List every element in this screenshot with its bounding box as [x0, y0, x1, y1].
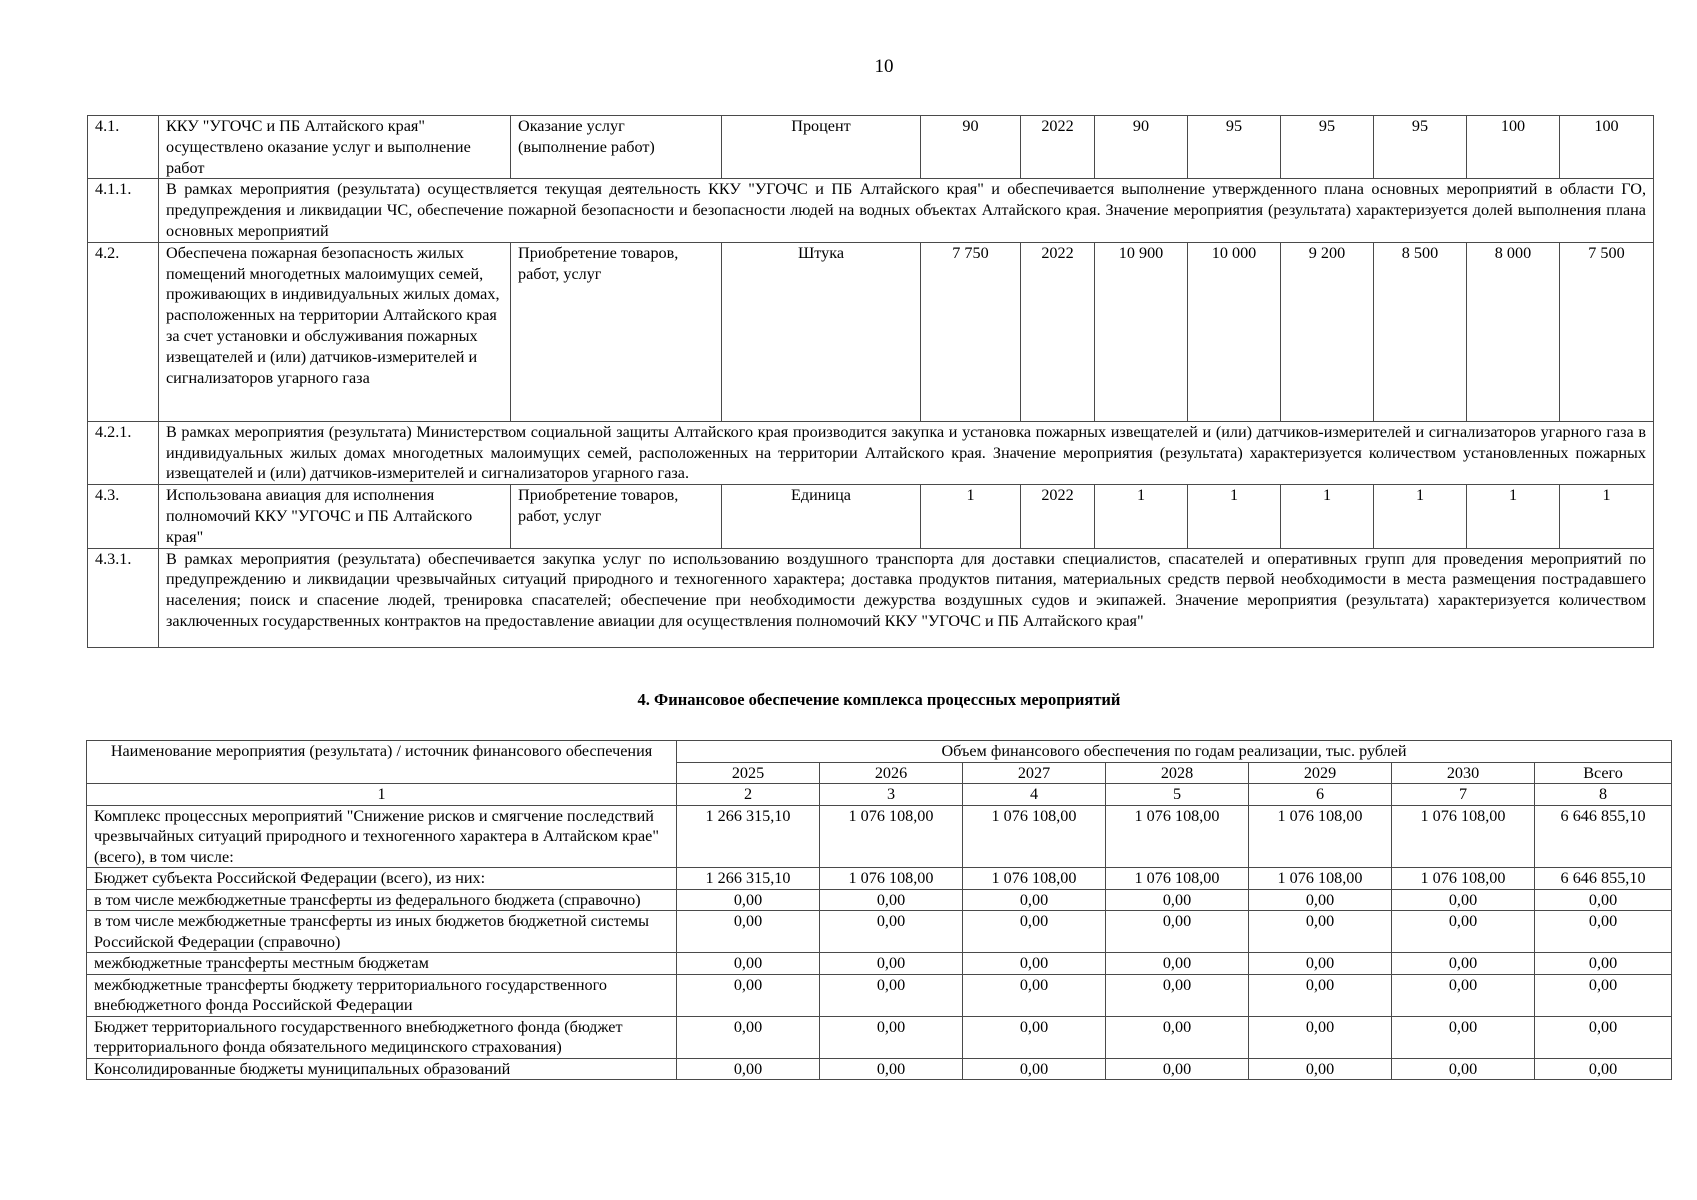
result-name-cell: ККУ "УГОЧС и ПБ Алтайского края" осуществлено оказание услуг и выполнение работ: [159, 116, 511, 179]
finance-value-cell: 1 076 108,00: [1392, 868, 1535, 890]
finance-value-cell: 0,00: [1106, 889, 1249, 911]
result-row: [88, 242, 1654, 421]
finance-row: [87, 953, 1672, 975]
year-value-cell: 7 500: [1560, 242, 1654, 421]
year-header-cell: 2028: [1106, 762, 1249, 784]
finance-value-cell: 1 076 108,00: [1106, 805, 1249, 868]
finance-value-cell: 1 076 108,00: [820, 805, 963, 868]
finance-value-cell: 0,00: [1249, 1016, 1392, 1058]
finance-value-cell: 0,00: [1249, 953, 1392, 975]
year-value-cell: 1: [1374, 485, 1467, 548]
finance-source-cell: в том числе межбюджетные трансферты из федерального бюджета (справочно): [87, 889, 677, 911]
finance-value-cell: 6 646 855,10: [1535, 868, 1672, 890]
base-year-cell: 2022: [1021, 242, 1095, 421]
finance-value-cell: 0,00: [963, 953, 1106, 975]
finance-value-cell: 0,00: [963, 1058, 1106, 1080]
finance-value-cell: 1 076 108,00: [1392, 805, 1535, 868]
finance-colnum-row: [87, 784, 1672, 806]
year-value-cell: 100: [1560, 116, 1654, 179]
year-value-cell: 1: [1281, 485, 1374, 548]
finance-value-cell: 0,00: [1106, 1016, 1249, 1058]
finance-value-cell: 0,00: [820, 953, 963, 975]
finance-value-cell: 0,00: [1249, 911, 1392, 953]
finance-value-cell: 0,00: [963, 889, 1106, 911]
finance-value-cell: 1 076 108,00: [1249, 805, 1392, 868]
finance-value-cell: 0,00: [677, 953, 820, 975]
finance-row: [87, 889, 1672, 911]
finance-value-cell: 0,00: [963, 974, 1106, 1016]
year-value-cell: 1: [1560, 485, 1654, 548]
row-number-cell: 4.1.1.: [88, 179, 159, 242]
finance-row: [87, 868, 1672, 890]
finance-value-cell: 1 076 108,00: [820, 868, 963, 890]
header-name-cell: Наименование мероприятия (результата) / источник финансового обеспечения: [87, 741, 677, 784]
row-number-cell: 4.2.: [88, 242, 159, 421]
year-value-cell: 8 500: [1374, 242, 1467, 421]
finance-value-cell: 0,00: [1535, 974, 1672, 1016]
finance-value-cell: 0,00: [1106, 911, 1249, 953]
row-number-cell: 4.2.1.: [88, 421, 159, 484]
finance-row: [87, 1058, 1672, 1080]
unit-cell: Штука: [722, 242, 921, 421]
finance-value-cell: 0,00: [677, 889, 820, 911]
year-value-cell: 95: [1374, 116, 1467, 179]
column-number-cell: 1: [87, 784, 677, 806]
results-table: [87, 115, 1654, 648]
description-row: [88, 179, 1654, 242]
description-row: [88, 548, 1654, 647]
column-number-cell: 6: [1249, 784, 1392, 806]
result-row: [88, 485, 1654, 548]
year-value-cell: 90: [1095, 116, 1188, 179]
finance-source-cell: в том числе межбюджетные трансферты из иных бюджетов бюджетной системы Российской Федерации (справочно): [87, 911, 677, 953]
finance-value-cell: 0,00: [1535, 1058, 1672, 1080]
finance-value-cell: 0,00: [1392, 974, 1535, 1016]
year-value-cell: 1: [1467, 485, 1560, 548]
result-name-cell: Обеспечена пожарная безопасность жилых помещений многодетных малоимущих семей, проживающих в индивидуальных жилых домах, расположенных на территории Алтайского края за счет установки и обслуживания пожарных извещателей и (или) датчиков-измерителей и сигнализаторов угарного газа: [159, 242, 511, 421]
finance-row: [87, 911, 1672, 953]
year-value-cell: 1: [1188, 485, 1281, 548]
finance-value-cell: 0,00: [1106, 974, 1249, 1016]
year-header-cell: 2025: [677, 762, 820, 784]
year-header-cell: 2026: [820, 762, 963, 784]
finance-value-cell: 0,00: [1106, 953, 1249, 975]
base-value-cell: 1: [921, 485, 1021, 548]
finance-value-cell: 0,00: [677, 1058, 820, 1080]
finance-source-cell: Комплекс процессных мероприятий "Снижение рисков и смягчение последствий чрезвычайных ситуаций природного и техногенного характера в Алтайском крае" (всего), в том числе:: [87, 805, 677, 868]
finance-value-cell: 0,00: [1535, 889, 1672, 911]
finance-value-cell: 0,00: [820, 1058, 963, 1080]
finance-value-cell: 0,00: [1535, 911, 1672, 953]
column-number-cell: 3: [820, 784, 963, 806]
year-header-cell: 2027: [963, 762, 1106, 784]
description-cell: В рамках мероприятия (результата) обеспечивается закупка услуг по использованию воздушного транспорта для доставки специалистов, спасателей и оперативных групп для проведения мероприятий по предупреждению и ликвидации чрезвычайных ситуаций природного и техногенного характера; доставка продуктов питания, материальных средств первой необходимости в места размещения пострадавшего населения; поиск и спасение людей, тренировка спасателей; обеспечение при необходимости дежурства воздушных судов и экипажей. Значение мероприятия (результата) характеризуется количеством заключенных государственных контрактов на предоставление авиации для осуществления полномочий ККУ "УГОЧС и ПБ Алтайского края": [159, 548, 1654, 647]
column-number-cell: 5: [1106, 784, 1249, 806]
result-kind-cell: Оказание услуг (выполнение работ): [511, 116, 722, 179]
finance-row: [87, 974, 1672, 1016]
finance-value-cell: 0,00: [1392, 1058, 1535, 1080]
year-value-cell: 9 200: [1281, 242, 1374, 421]
finance-value-cell: 0,00: [1392, 1016, 1535, 1058]
column-number-cell: 7: [1392, 784, 1535, 806]
result-row: [88, 116, 1654, 179]
finance-value-cell: 1 076 108,00: [1249, 868, 1392, 890]
finance-row: [87, 1016, 1672, 1058]
finance-value-cell: 0,00: [677, 1016, 820, 1058]
finance-source-cell: межбюджетные трансферты местным бюджетам: [87, 953, 677, 975]
column-number-cell: 4: [963, 784, 1106, 806]
year-header-cell: 2030: [1392, 762, 1535, 784]
finance-source-cell: Бюджет территориального государственного внебюджетного фонда (бюджет территориального фонда обязательного медицинского страхования): [87, 1016, 677, 1058]
base-value-cell: 90: [921, 116, 1021, 179]
finance-value-cell: 1 076 108,00: [963, 805, 1106, 868]
base-year-cell: 2022: [1021, 116, 1095, 179]
finance-value-cell: 0,00: [1392, 953, 1535, 975]
result-kind-cell: Приобретение товаров, работ, услуг: [511, 485, 722, 548]
year-value-cell: 10 000: [1188, 242, 1281, 421]
finance-value-cell: 0,00: [1392, 889, 1535, 911]
finance-value-cell: 0,00: [1535, 953, 1672, 975]
finance-value-cell: 0,00: [1106, 1058, 1249, 1080]
year-value-cell: 10 900: [1095, 242, 1188, 421]
year-value-cell: 1: [1095, 485, 1188, 548]
finance-source-cell: Консолидированные бюджеты муниципальных образований: [87, 1058, 677, 1080]
column-number-cell: 2: [677, 784, 820, 806]
row-number-cell: 4.3.: [88, 485, 159, 548]
result-kind-cell: Приобретение товаров, работ, услуг: [511, 242, 722, 421]
unit-cell: Процент: [722, 116, 921, 179]
column-number-cell: 8: [1535, 784, 1672, 806]
header-volume-cell: Объем финансового обеспечения по годам реализации, тыс. рублей: [677, 741, 1672, 763]
finance-value-cell: 0,00: [963, 911, 1106, 953]
finance-source-cell: Бюджет субъекта Российской Федерации (всего), из них:: [87, 868, 677, 890]
page-number: 10: [874, 56, 894, 77]
finance-value-cell: 0,00: [677, 974, 820, 1016]
finance-value-cell: 0,00: [820, 911, 963, 953]
base-year-cell: 2022: [1021, 485, 1095, 548]
finance-value-cell: 0,00: [820, 1016, 963, 1058]
finance-value-cell: 0,00: [1249, 889, 1392, 911]
finance-value-cell: 0,00: [1249, 974, 1392, 1016]
finance-value-cell: 0,00: [820, 974, 963, 1016]
finance-value-cell: 0,00: [820, 889, 963, 911]
finance-value-cell: 1 076 108,00: [1106, 868, 1249, 890]
finance-value-cell: 6 646 855,10: [1535, 805, 1672, 868]
year-value-cell: 100: [1467, 116, 1560, 179]
section-title: 4. Финансовое обеспечение комплекса процессных мероприятий: [637, 690, 1121, 709]
year-header-cell: Всего: [1535, 762, 1672, 784]
finance-value-cell: 0,00: [677, 911, 820, 953]
finance-value-cell: 1 266 315,10: [677, 868, 820, 890]
finance-value-cell: 1 076 108,00: [963, 868, 1106, 890]
row-number-cell: 4.1.: [88, 116, 159, 179]
year-header-cell: 2029: [1249, 762, 1392, 784]
description-cell: В рамках мероприятия (результата) Министерством социальной защиты Алтайского края производится закупка и установка пожарных извещателей и (или) датчиков-измерителей и сигнализаторов угарного газа в индивидуальных жилых домах многодетных малоимущих семей, расположенных на территории Алтайского края. Значение мероприятия (результата) характеризуется количеством установленных пожарных извещателей и (или) датчиков-измерителей и сигнализаторов угарного газа.: [159, 421, 1654, 484]
finance-table: [86, 740, 1672, 1080]
description-row: [88, 421, 1654, 484]
finance-value-cell: 1 266 315,10: [677, 805, 820, 868]
base-value-cell: 7 750: [921, 242, 1021, 421]
finance-row: [87, 805, 1672, 868]
year-value-cell: 95: [1188, 116, 1281, 179]
finance-value-cell: 0,00: [1249, 1058, 1392, 1080]
row-number-cell: 4.3.1.: [88, 548, 159, 647]
finance-source-cell: межбюджетные трансферты бюджету территориального государственного внебюджетного фонда Российской Федерации: [87, 974, 677, 1016]
finance-value-cell: 0,00: [1535, 1016, 1672, 1058]
year-value-cell: 8 000: [1467, 242, 1560, 421]
description-cell: В рамках мероприятия (результата) осуществляется текущая деятельность ККУ "УГОЧС и ПБ Алтайского края" и обеспечивается выполнение утвержденного плана основных мероприятий в области ГО, предупреждения и ликвидации ЧС, обеспечение пожарной безопасности и безопасности людей на водных объектах Алтайского края. Значение мероприятия (результата) характеризуется долей выполнения плана основных мероприятий: [159, 179, 1654, 242]
finance-value-cell: 0,00: [963, 1016, 1106, 1058]
finance-value-cell: 0,00: [1392, 911, 1535, 953]
finance-header-row: [87, 741, 1672, 763]
result-name-cell: Использована авиация для исполнения полномочий ККУ "УГОЧС и ПБ Алтайского края": [159, 485, 511, 548]
year-value-cell: 95: [1281, 116, 1374, 179]
unit-cell: Единица: [722, 485, 921, 548]
